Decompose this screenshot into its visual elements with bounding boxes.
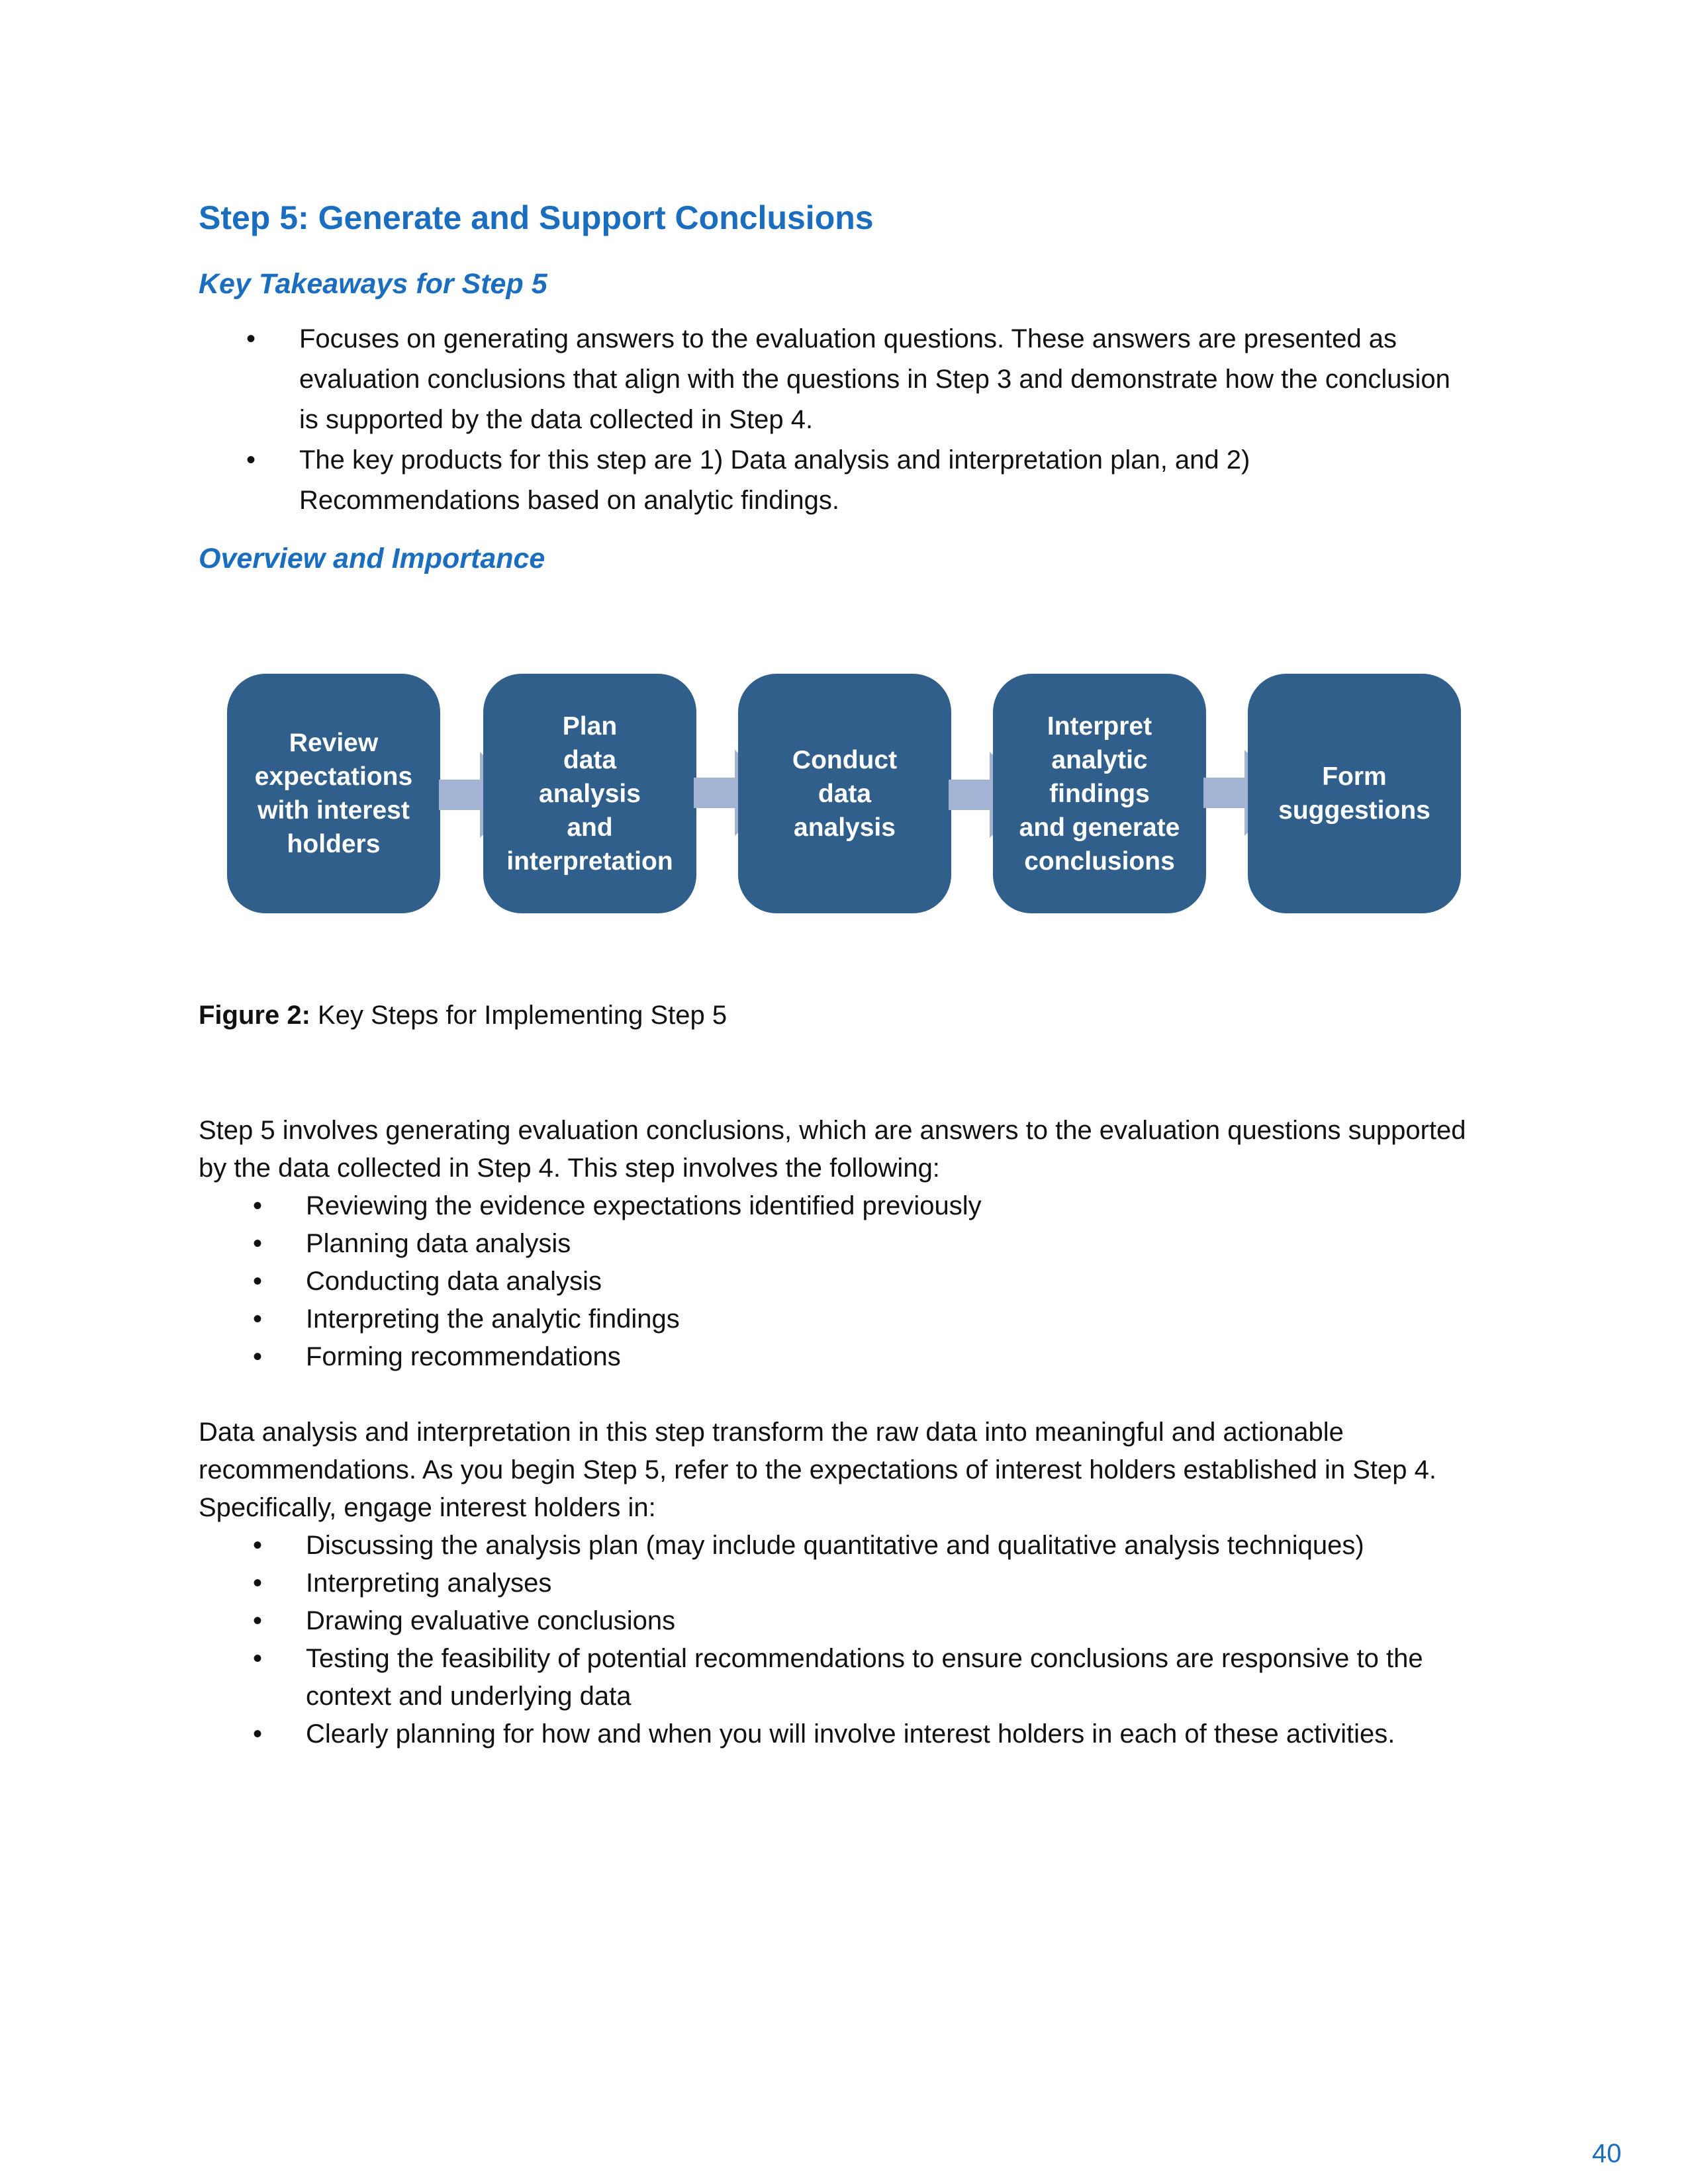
figure-caption	[199, 1001, 727, 1030]
list-item: • Drawing evaluative conclusions	[199, 1602, 1496, 1640]
step-label: Review expectations with interest holders	[254, 729, 413, 858]
list-item: • Forming recommendations	[199, 1338, 1496, 1376]
step-box-interpret	[993, 674, 1206, 913]
overview-heading: Overview and Importance	[199, 543, 545, 574]
step-box-form	[1248, 674, 1461, 913]
section2-list	[199, 1527, 1496, 1753]
process-flow-diagram	[227, 674, 1465, 919]
list-item: • Discussing the analysis plan (may include quantitative and qualitative analysis techniques)	[199, 1527, 1496, 1565]
step-label: Form suggestions	[1278, 762, 1430, 825]
list-item: • Planning data analysis	[199, 1225, 1496, 1263]
list-item: • Conducting data analysis	[199, 1263, 1496, 1300]
section1-intro: Step 5 involves generating evaluation conclusions, which are answers to the evaluation questions supported by the data collected in Step 4. This step involves the following:	[199, 1116, 1466, 1183]
page-number: 40	[1592, 2139, 1622, 2168]
list-item: • Clearly planning for how and when you will involve interest holders in each of these activities.	[199, 1715, 1496, 1753]
step-box-conduct	[738, 674, 951, 913]
step-box-review	[227, 674, 440, 913]
list-item: • The key products for this step are 1) Data analysis and interpretation plan, and 2) Recommendations based on analytic findings.	[199, 440, 1456, 521]
list-item: • Testing the feasibility of potential recommendations to ensure conclusions are responsive to the context and underlying data	[199, 1640, 1496, 1715]
key-takeaways-list	[199, 319, 1456, 521]
list-item: • Interpreting the analytic findings	[199, 1300, 1496, 1338]
figure-caption-text: Key Steps for Implementing Step 5	[318, 1001, 727, 1030]
step-label: Interpret analytic findings and generate conclusions	[1019, 711, 1180, 876]
step-label: Plan data analysis and interpretation	[506, 711, 673, 876]
key-takeaways-heading: Key Takeaways for Step 5	[199, 268, 547, 300]
section2-intro: Data analysis and interpretation in this step transform the raw data into meaningful and actionable recommendations. As you begin Step 5, refer to the expectations of interest holders established in Step 4. Specifically, engage interest holders in:	[199, 1418, 1436, 1522]
list-item: • Interpreting analyses	[199, 1565, 1496, 1602]
list-item: • Reviewing the evidence expectations identified previously	[199, 1187, 1496, 1225]
section1-list	[199, 1187, 1496, 1376]
page-title: Step 5: Generate and Support Conclusions	[199, 199, 874, 236]
list-item: • Focuses on generating answers to the evaluation questions. These answers are presented as evaluation conclusions that align with the questions in Step 3 and demonstrate how the conclusion is supported by the data collected in Step 4.	[199, 319, 1456, 440]
figure-label: Figure 2:	[199, 1001, 310, 1030]
step-box-plan	[483, 674, 696, 913]
step-label: Conduct data analysis	[792, 745, 898, 842]
